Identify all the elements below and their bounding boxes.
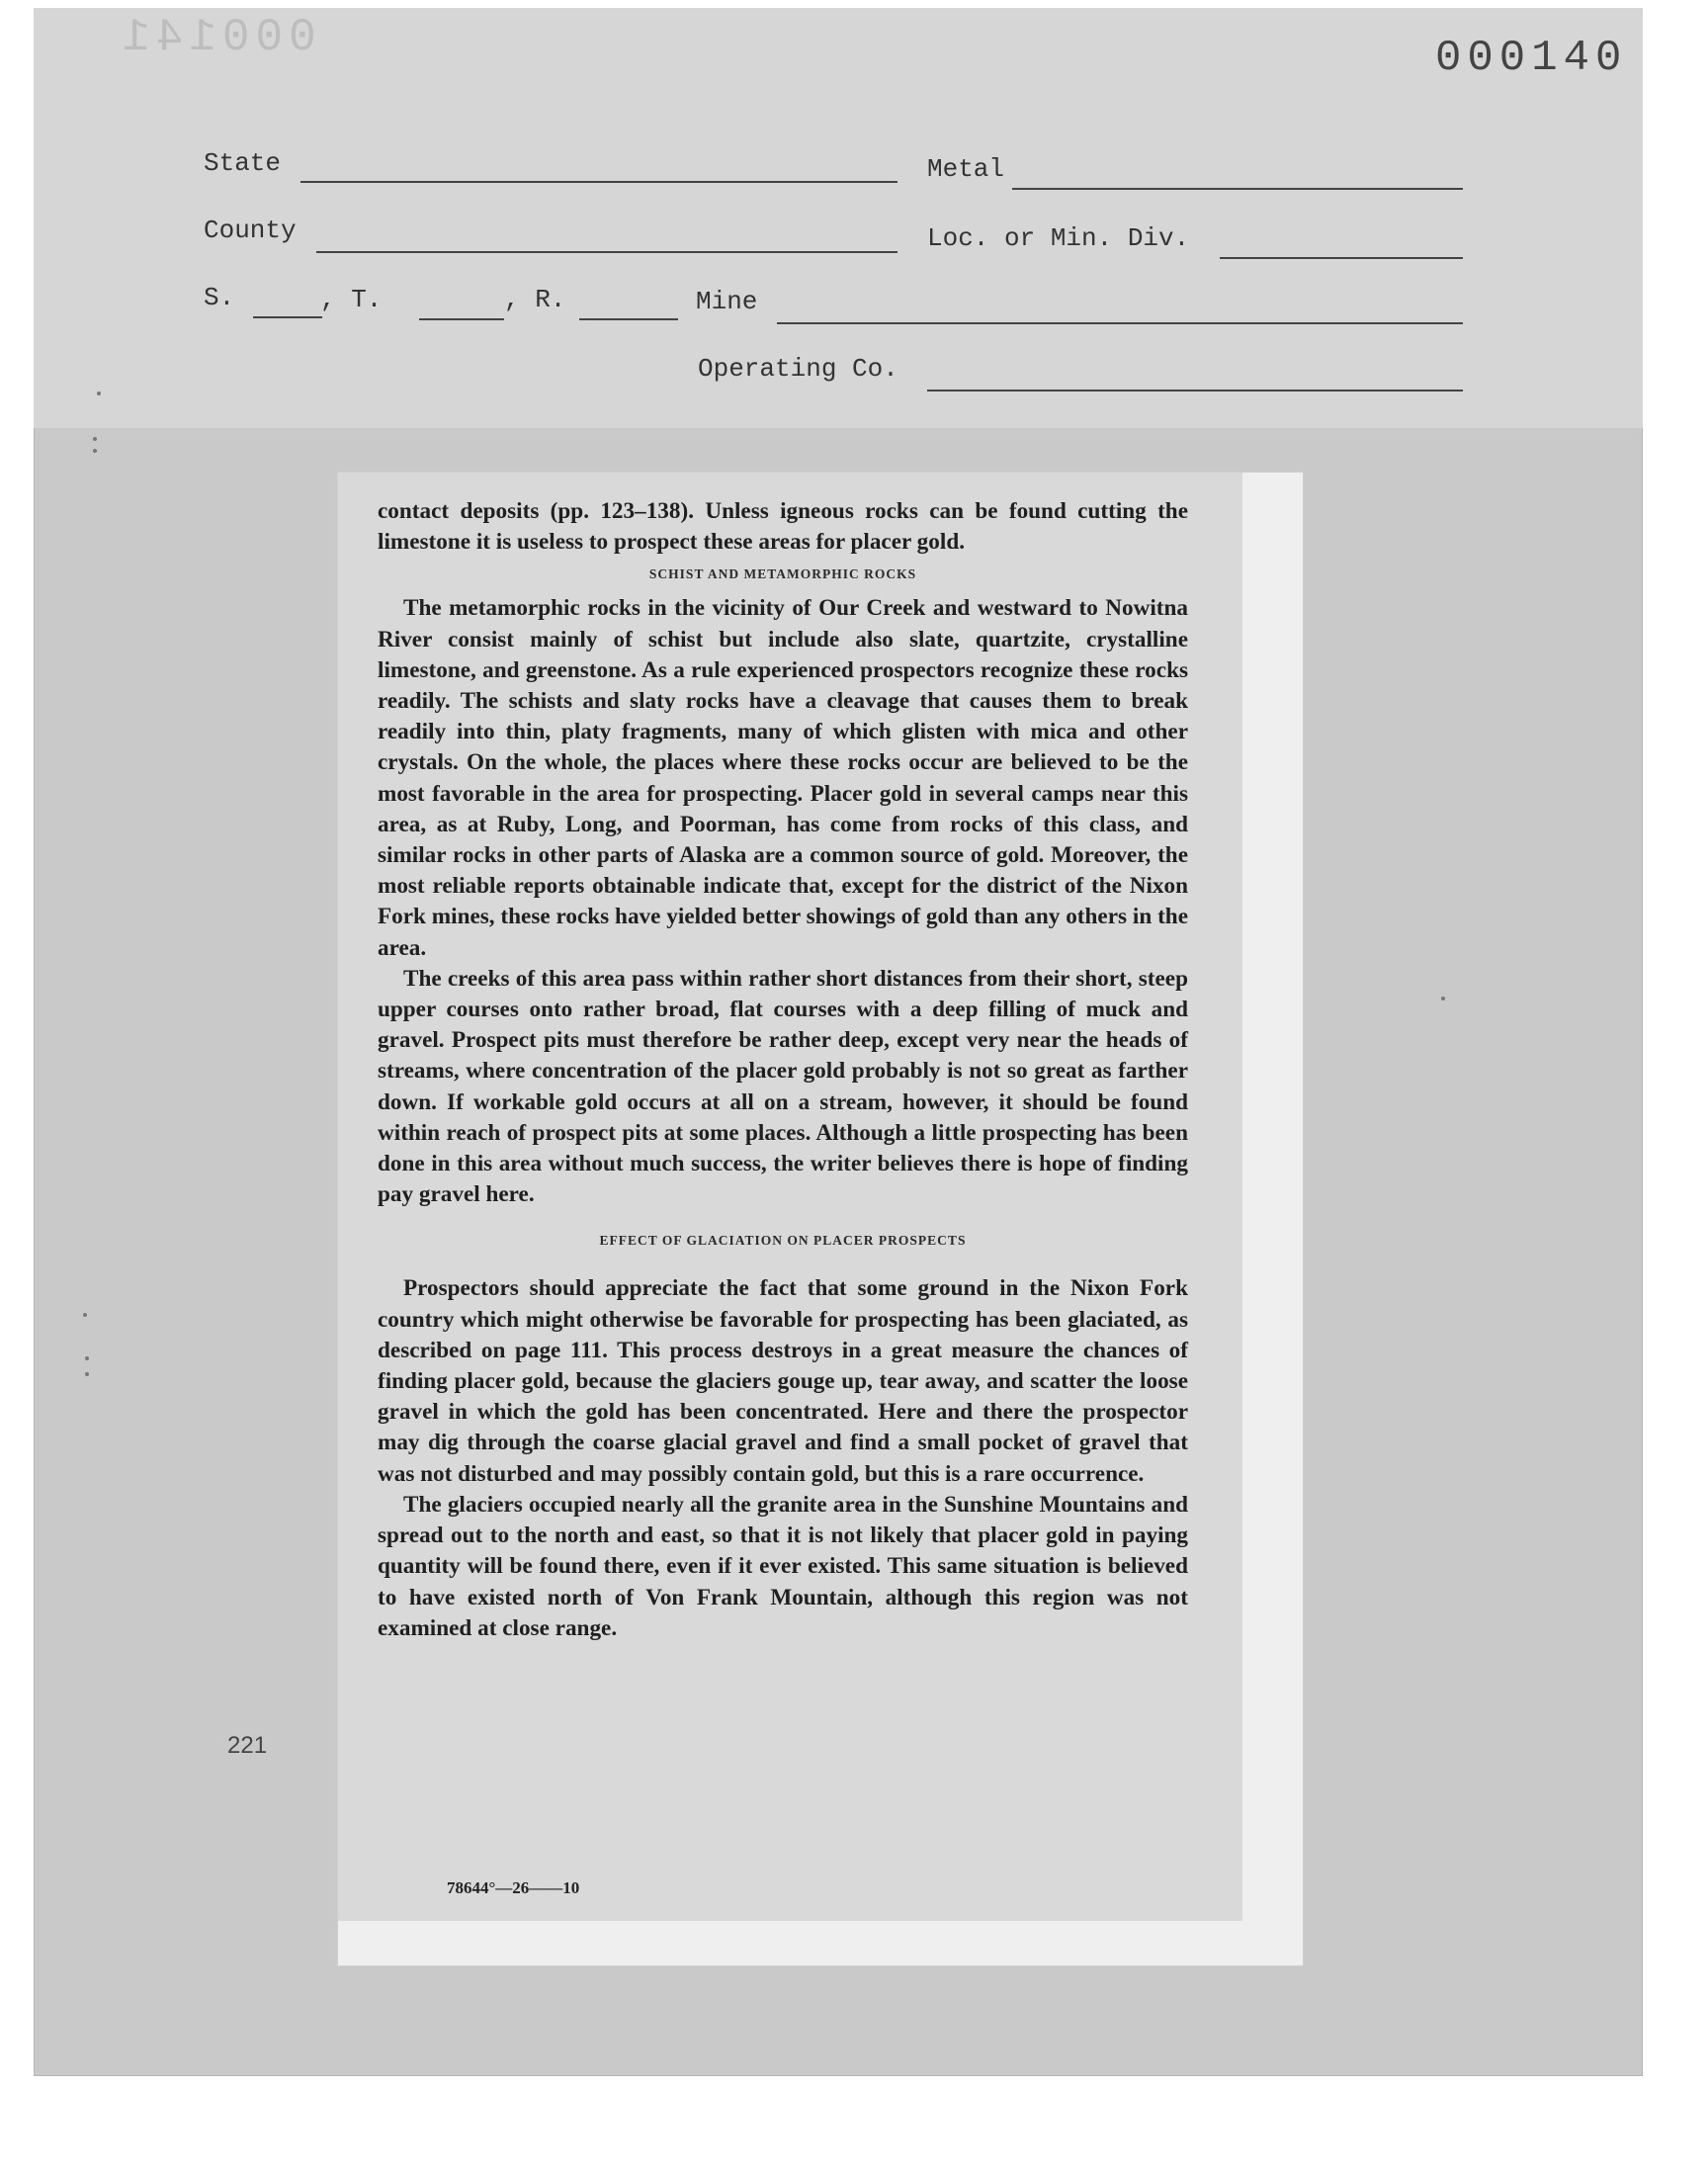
mine-line [777,322,1463,324]
section-label: S. [204,283,235,312]
paragraph-creeks: The creeks of this area pass within rather short distances from their short, steep upper courses onto rather broad, flat courses with a deep filling of muck and gravel. Prospect pits must therefore be rather deep, except very near the heads of streams, where concentration of the placer gold probably is not so great as farther down. If workable gold occurs at all on a stream, however, it should be found within reach of prospect pits at some places. Although a little prospecting has been done in this area without much success, the writer believes there is hope of finding pay gravel here. [378,965,1188,1208]
township-line [419,318,504,320]
state-line [300,181,897,183]
county-line [316,251,897,253]
speck [85,1372,89,1376]
pasted-page [338,473,1303,1965]
loc-label: Loc. or Min. Div. [927,223,1190,253]
county-label: County [204,216,297,245]
card-page-number: 221 [227,1732,268,1759]
paragraph-glaciers: The glaciers occupied nearly all the granite area in the Sunshine Mountains and spread out to the north and east, so that it is not likely that placer gold in paying quantity will be found there, even if it ever existed. This same situation is believed to have existed north of Von Frank Mountain, although this region was not examined at close range. [378,1491,1188,1641]
metal-line [1012,188,1463,190]
speck [83,1313,87,1317]
metal-label: Metal [927,154,1005,184]
speck [93,449,97,453]
paragraph-metamorphic: The metamorphic rocks in the vicinity of Our Creek and westward to Nowitna River consist mainly of schist but include also slate, quartzite, crystalline limestone, and greenstone. As a rule experienced prospectors recognize these rocks readily. The schists and slaty rocks have a cleavage that causes them to break readily into thin, platy fragments, many of which glisten with mica and other crystals. On the whole, the places where these rocks occur are believed to be the most favorable in the area for prospecting. Placer gold in several camps near this area, as at Ruby, Long, and Poorman, has come from rocks of this class, and similar rocks in other parts of Alaska are a common source of gold. Moreover, the most reliable reports obtainable indicate that, except for the district of the Nixon Fork mines, these rocks have yielded better showings of gold than any others in the area. [378,595,1188,961]
speck [1441,997,1445,1000]
operating-co-line [927,390,1463,392]
mine-label: Mine [696,287,758,316]
heading-glaciation: EFFECT OF GLACIATION ON PLACER PROSPECTS [599,1233,967,1249]
speck [85,1356,89,1360]
printing-code: 78644°—26——10 [447,1878,580,1897]
page-text [378,496,1188,1644]
range-label: , R. [504,285,566,314]
heading-schist: SCHIST AND METAMORPHIC ROCKS [648,566,917,582]
range-line [579,318,678,320]
loc-line [1220,257,1463,259]
bleed-through-number: 000141 [117,12,316,63]
operating-co-label: Operating Co. [698,354,898,384]
section-line [253,316,322,318]
township-label: , T. [320,285,383,314]
paragraph-prospectors: Prospectors should appreciate the fact that some ground in the Nixon Fork country which might otherwise be favorable for prospecting has been glaciated, as described on page 111. This process destroys in a great measure the chances of finding placer gold, because the glaciers gouge up, tear away, and scatter the loose gravel in which the gold has been concentrated. Here and there the prospector may dig through the coarse glacial gravel and find a small pocket of gravel that was not disturbed and may possibly contain gold, but this is a rare occurrence. [378,1275,1188,1487]
speck [97,392,101,395]
speck [93,437,97,441]
state-label: State [204,148,282,178]
file-number: 000140 [1435,34,1628,83]
intro-paragraph: contact deposits (pp. 123–138). Unless igneous rocks can be found cutting the limestone it is useless to prospect these areas for placer gold. [378,498,1188,556]
